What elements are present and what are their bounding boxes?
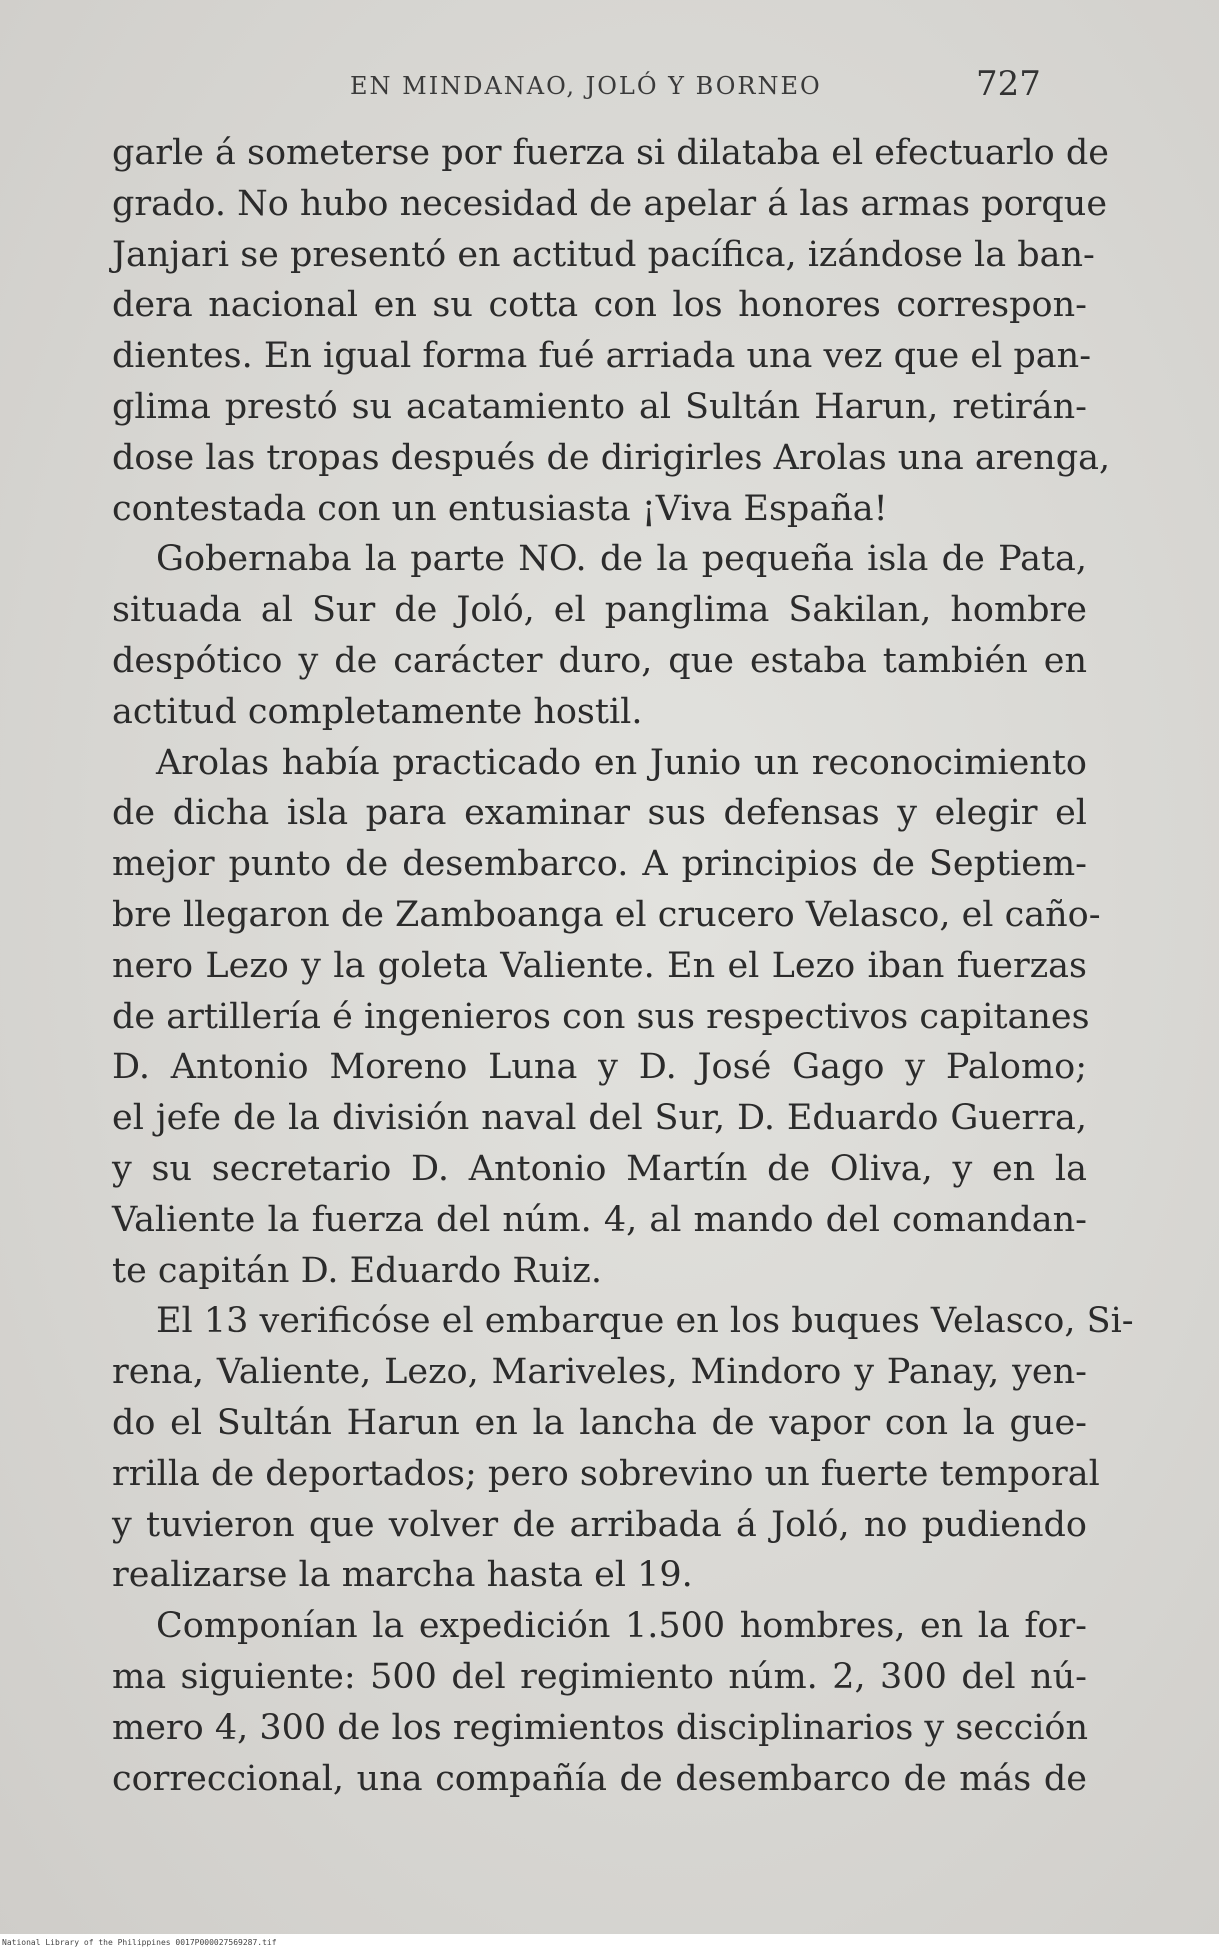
text-line: garle á someterse por fuerza si dilataba el efectuarlo de (112, 133, 1109, 173)
text-line: el jefe de la división naval del Sur, D. Eduardo Guerra, (112, 1098, 1087, 1139)
text-line: situada al Sur de Joló, el panglima Sakilan, hombre (112, 590, 1087, 631)
running-title: EN MINDANAO, JOLÓ Y BORNEO (350, 72, 822, 100)
text-line: rena, Valiente, Lezo, Mariveles, Mindoro y Panay, yen- (112, 1352, 1087, 1393)
text-line: grado. No hubo necesidad de apelar á las armas porque (112, 183, 1108, 224)
text-line: El 13 verificóse el embarque en los buques Velasco, Si- (156, 1301, 1134, 1342)
text-line: despótico y de carácter duro, que estaba también en (112, 640, 1087, 681)
text-line: ma siguiente: 500 del regimiento núm. 2, 300 del nú- (112, 1656, 1087, 1697)
text-line: te capitán D. Eduardo Ruiz. (112, 1250, 602, 1291)
text-line: de dicha isla para examinar sus defensas y elegir el (112, 793, 1087, 834)
text-line: de artillería é ingenieros con sus respectivos capitanes (112, 996, 1090, 1037)
text-line: glima prestó su acatamiento al Sultán Harun, retirán- (112, 386, 1087, 427)
text-line: Janjari se presentó en actitud pacífica, izándose la ban- (112, 234, 1095, 275)
text-line: actitud completamente hostil. (112, 691, 643, 732)
scan-footer-label: National Library of the Philippines 0017P000027569287.tif (2, 1938, 277, 1947)
text-line: y su secretario D. Antonio Martín de Oliva, y en la (112, 1148, 1087, 1189)
text-line: Arolas había practicado en Junio un reconocimiento (156, 742, 1087, 783)
text-line: correccional, una compañía de desembarco de más de (112, 1758, 1087, 1799)
text-line: mero 4, 300 de los regimientos disciplinarios y sección (112, 1707, 1089, 1748)
page-number: 727 (976, 64, 1041, 104)
text-line: Gobernaba la parte NO. de la pequeña isla de Pata, (156, 539, 1087, 580)
text-line: y tuvieron que volver de arribada á Joló, no pudiendo (112, 1504, 1087, 1545)
text-line: dose las tropas después de dirigirles Arolas una arenga, (112, 437, 1111, 478)
text-line: nero Lezo y la goleta Valiente. En el Lezo iban fuerzas (112, 945, 1087, 986)
text-line: rrilla de deportados; pero sobrevino un fuerte temporal (112, 1453, 1100, 1494)
text-line: contestada con un entusiasta ¡Viva España! (112, 488, 888, 529)
text-line: realizarse la marcha hasta el 19. (112, 1555, 693, 1596)
text-line: bre llegaron de Zamboanga el crucero Velasco, el caño- (112, 894, 1101, 935)
text-line: Valiente la fuerza del núm. 4, al mando del comandan- (112, 1199, 1087, 1240)
text-line: do el Sultán Harun en la lancha de vapor con la gue- (112, 1402, 1087, 1443)
text-line: Componían la expedición 1.500 hombres, en la for- (156, 1606, 1087, 1647)
text-line: dientes. En igual forma fué arriada una vez que el pan- (112, 336, 1092, 377)
text-line: D. Antonio Moreno Luna y D. José Gago y Palomo; (112, 1047, 1087, 1088)
text-line: mejor punto de desembarco. A principios de Septiem- (112, 844, 1087, 885)
body-text (112, 128, 1134, 1804)
text-line: dera nacional en su cotta con los honores correspon- (112, 285, 1087, 326)
